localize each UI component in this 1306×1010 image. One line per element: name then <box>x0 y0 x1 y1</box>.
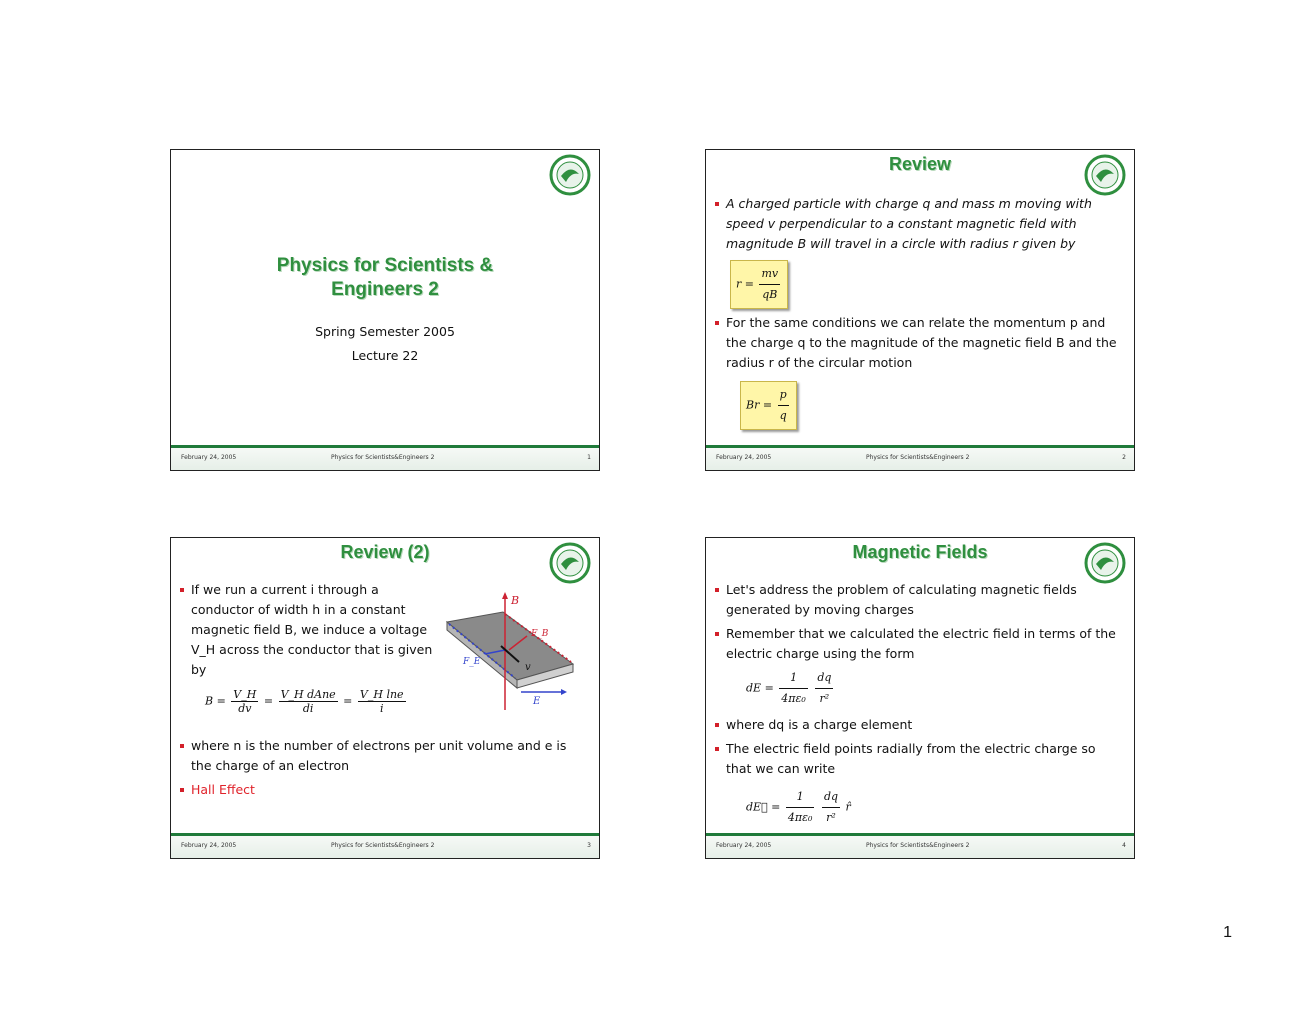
eq-denominator: 4πε₀ <box>781 692 806 705</box>
footer-course: Physics for Scientists&Engineers 2 <box>331 842 435 849</box>
eq-denominator: r² <box>826 811 836 824</box>
equation-de <box>746 668 1124 709</box>
bullet-item <box>714 194 1124 309</box>
bullet-text: Let's address the problem of calculating magnetic fields generated by moving charges <box>726 582 1077 617</box>
slide-4-bullets <box>714 580 1124 832</box>
eq-denominator: r² <box>819 692 830 705</box>
footer-course: Physics for Scientists&Engineers 2 <box>866 454 970 461</box>
title-line-1: Physics for Scientists & <box>276 255 494 276</box>
bullet-item <box>714 624 1124 709</box>
label-b: B <box>511 594 520 607</box>
slide-3-title: Review (2) <box>340 542 430 562</box>
eq-numerator: V_H dAne <box>280 688 336 701</box>
eq-numerator: 1 <box>786 787 815 808</box>
slide-1-title <box>171 254 599 302</box>
footer-date: February 24, 2005 <box>716 842 772 849</box>
label-e: E <box>533 696 541 707</box>
eq-numerator: V_H <box>233 688 257 701</box>
bullet-text: where dq is a charge element <box>726 717 913 732</box>
bullet-text: If we run a current i through a conductor of width h in a constant magnetic field B, we induce a voltage V_H across the conductor that is given by <box>191 582 433 677</box>
eq-numerator: dq <box>822 787 840 808</box>
hall-equation: B = $\frac{V\_H}{dv}$ = $\frac{\text{V\_H dAne}}{di}$ = $\frac{\text{V\_H lne}}{i}$ <box>205 688 404 715</box>
slide-1-lecture: Lecture 22 <box>351 348 419 363</box>
eq-denominator: i <box>379 702 384 715</box>
label-fe: F_E <box>463 657 481 667</box>
eq-denominator: 4πε₀ <box>787 811 813 824</box>
bullet-text: A charged particle with charge q and mass m moving with speed v perpendicular to a constant magnetic field with magnitude B will travel in a circle with radius r given by <box>726 196 1092 251</box>
bullet-item <box>179 780 589 800</box>
bullet-item <box>714 313 1124 430</box>
equation-radius <box>730 260 788 309</box>
equation-de-vector <box>746 787 1124 828</box>
eq-numerator: p <box>778 385 789 406</box>
label-fb: F_B <box>531 629 549 639</box>
eq-denominator: q <box>779 409 787 422</box>
slide-1-subtitle: Spring Semester 2005 <box>315 324 455 339</box>
eq-denominator: dv <box>238 702 252 715</box>
bullet-item <box>179 580 439 680</box>
bullet-item <box>179 736 589 776</box>
slide-footer <box>171 445 599 470</box>
slide-1 <box>170 149 600 471</box>
eq-numerator: V_H lne <box>359 688 404 701</box>
eq-lhs: B = <box>205 694 226 708</box>
bullet-text: For the same conditions we can relate the momentum p and the charge q to the magnitude of the magnetic field B and the radius r of the circular motion <box>726 315 1117 370</box>
page-number: 1 <box>1223 924 1232 941</box>
eq-lhs: dE = <box>746 681 774 695</box>
slide-4 <box>705 537 1135 859</box>
slide-footer <box>706 833 1134 858</box>
footer-date: February 24, 2005 <box>181 454 237 461</box>
slide-footer <box>706 445 1134 470</box>
footer-slide-number: 3 <box>587 842 591 849</box>
bullet-item <box>714 739 1124 828</box>
hall-effect-diagram <box>439 592 579 712</box>
bullet-text: where n is the number of electrons per unit volume and e is the charge of an electron <box>191 738 567 773</box>
title-line-2: Engineers 2 <box>331 279 439 300</box>
eq-denominator: di <box>302 702 314 715</box>
slide-2-bullets <box>714 194 1124 434</box>
eq-numerator: mv <box>759 264 780 285</box>
label-v: v <box>525 662 531 673</box>
bullet-text: Remember that we calculated the electric field in terms of the electric charge using the form <box>726 626 1116 661</box>
footer-slide-number: 2 <box>1122 454 1126 461</box>
hall-effect-link[interactable]: Hall Effect <box>191 782 255 797</box>
equation-br <box>740 381 797 430</box>
slide-2 <box>705 149 1135 471</box>
footer-slide-number: 1 <box>587 454 591 461</box>
eq-lhs: r = <box>736 277 754 291</box>
slide-3 <box>170 537 600 859</box>
eq-lhs: dE⃗ = <box>746 800 781 814</box>
footer-course: Physics for Scientists&Engineers 2 <box>866 842 970 849</box>
university-logo-icon <box>549 154 591 196</box>
slide-4-title: Magnetic Fields <box>852 542 988 562</box>
slide-2-title: Review <box>888 154 952 174</box>
bullet-text: The electric field points radially from the electric charge so that we can write <box>726 741 1096 776</box>
slide-footer <box>171 833 599 858</box>
eq-numerator: dq <box>815 668 833 689</box>
eq-numerator: 1 <box>779 668 808 689</box>
footer-date: February 24, 2005 <box>716 454 772 461</box>
eq-denominator: qB <box>762 288 778 301</box>
bullet-item <box>714 580 1124 620</box>
footer-date: February 24, 2005 <box>181 842 237 849</box>
footer-slide-number: 4 <box>1122 842 1126 849</box>
bullet-item <box>714 715 1124 735</box>
slide-3-bullets-lower <box>179 736 589 804</box>
footer-course: Physics for Scientists&Engineers 2 <box>331 454 435 461</box>
eq-lhs: Br = <box>746 398 773 412</box>
eq-unit-vector: r̂ <box>845 800 851 814</box>
